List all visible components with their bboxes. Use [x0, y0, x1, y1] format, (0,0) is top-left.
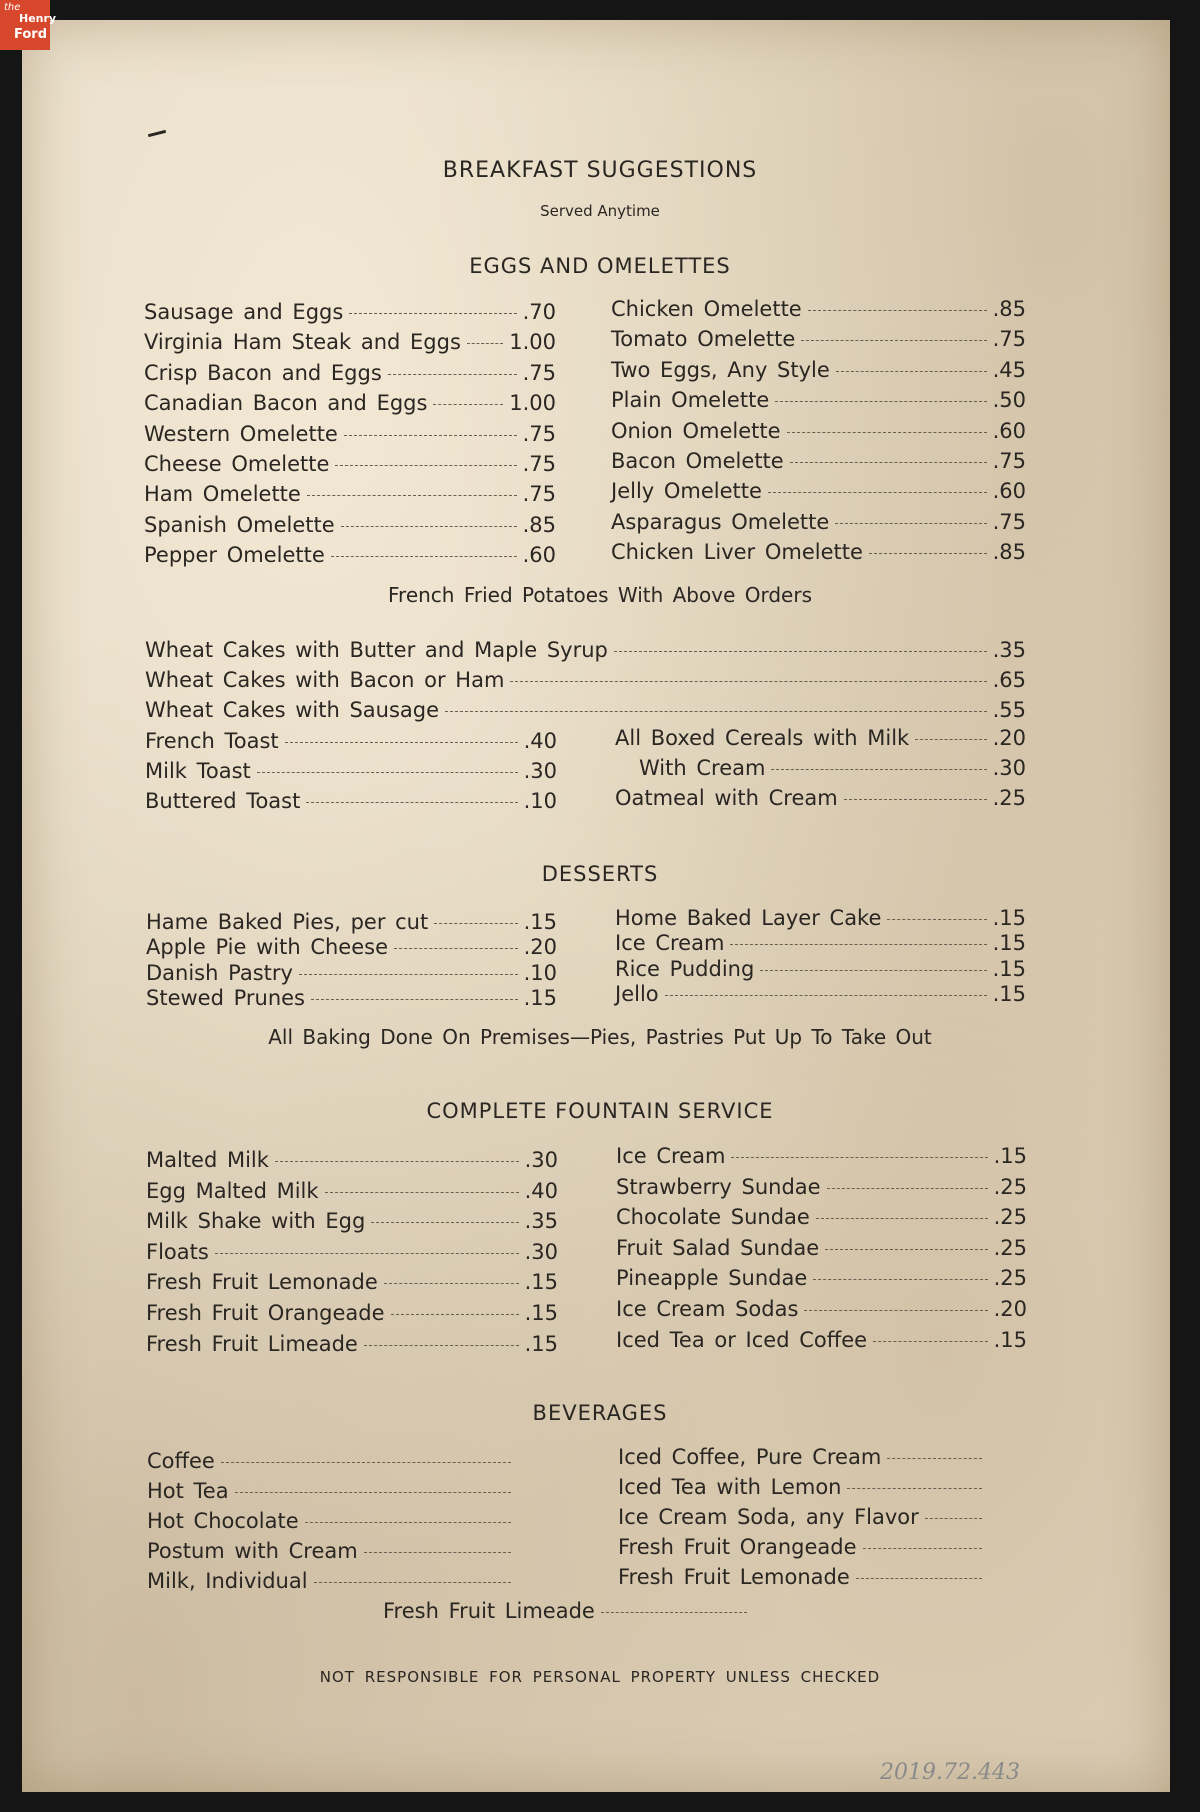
menu-item-name: Spanish Omelette: [144, 512, 335, 537]
dot-leader: [364, 1552, 511, 1553]
menu-item-price: .15: [992, 906, 1026, 930]
desserts-header: DESSERTS: [541, 862, 659, 886]
dot-leader: [434, 923, 517, 924]
menu-item-name: Sausage and Eggs: [144, 300, 344, 324]
dot-leader: [341, 526, 517, 527]
menu-item-price: .25: [993, 1266, 1027, 1291]
menu-item: [146, 1240, 558, 1266]
menu-item-price: .75: [522, 452, 556, 476]
menu-item-price: .15: [524, 1331, 558, 1356]
menu-item-name: Egg Malted Milk: [146, 1178, 319, 1203]
menu-item: [147, 1569, 517, 1595]
menu-item-name: Hot Tea: [147, 1479, 229, 1503]
menu-item-name: Fresh Fruit Limeade: [383, 1599, 595, 1623]
menu-item-name: Pepper Omelette: [144, 543, 325, 568]
dot-leader: [307, 495, 517, 496]
menu-item-name: Cheese Omelette: [144, 452, 330, 476]
dot-leader: [887, 1458, 982, 1459]
menu-item-price: .70: [522, 300, 556, 324]
menu-item-price: .60: [992, 479, 1026, 504]
menu-item-price: .60: [522, 543, 556, 568]
menu-item-price: .75: [522, 360, 556, 385]
menu-item-price: .60: [992, 418, 1026, 443]
dot-leader: [314, 1582, 511, 1583]
menu-item: [146, 1209, 558, 1235]
menu-item: [144, 543, 556, 569]
dot-leader: [887, 919, 986, 920]
logo-text-the: the: [4, 2, 21, 13]
menu-item: [145, 759, 557, 785]
menu-item-price: .45: [992, 357, 1026, 382]
menu-item: [611, 449, 1026, 475]
menu-item-price: .85: [992, 540, 1026, 565]
menu-item: [144, 422, 556, 448]
dot-leader: [257, 772, 518, 773]
menu-subtitle: Served Anytime: [540, 202, 660, 220]
dot-leader: [768, 492, 987, 493]
dot-leader: [384, 1283, 519, 1284]
menu-item-name: Canadian Bacon and Eggs: [144, 391, 428, 416]
dot-leader: [388, 374, 517, 375]
menu-item: [145, 789, 557, 815]
menu-item-price: .75: [992, 509, 1026, 534]
menu-item: [146, 961, 557, 987]
dot-leader: [344, 435, 517, 436]
menu-item-name: Jelly Omelette: [611, 479, 762, 504]
menu-item-name: Ham Omelette: [144, 482, 301, 507]
dot-leader: [331, 556, 517, 557]
menu-item-name: Chicken Liver Omelette: [611, 540, 863, 565]
dot-leader: [816, 1218, 988, 1219]
menu-item-name: French Toast: [145, 729, 279, 753]
dot-leader: [299, 974, 518, 975]
menu-item: [611, 479, 1026, 505]
menu-item-price: .55: [992, 698, 1026, 723]
menu-item: [618, 1505, 988, 1531]
menu-item-price: .30: [523, 759, 557, 783]
menu-item-price: .85: [522, 512, 556, 537]
menu-item: [616, 1144, 1027, 1170]
menu-item: [616, 1328, 1027, 1354]
menu-item-price: .15: [523, 986, 557, 1011]
dot-leader: [215, 1253, 519, 1254]
menu-item-name: Asparagus Omelette: [611, 509, 830, 534]
menu-item-price: .15: [523, 910, 557, 934]
dot-leader: [925, 1518, 982, 1519]
menu-item-price: .25: [992, 786, 1026, 810]
menu-item-name: Bacon Omelette: [611, 449, 784, 473]
dot-leader: [221, 1462, 511, 1463]
menu-item: [615, 726, 1026, 752]
menu-item: [146, 935, 557, 961]
menu-item: [144, 513, 556, 539]
menu-item-name: All Boxed Cereals with Milk: [615, 726, 910, 750]
menu-item: [147, 1539, 517, 1565]
dot-leader: [364, 1345, 519, 1346]
menu-item-price: .15: [524, 1301, 558, 1325]
menu-item: [144, 452, 556, 478]
menu-item-price: .20: [523, 935, 557, 960]
menu-item-name: Stewed Prunes: [146, 986, 305, 1011]
menu-item: [147, 1509, 517, 1535]
menu-item-price: .30: [992, 756, 1026, 780]
dot-leader: [771, 769, 986, 770]
dot-leader: [844, 799, 987, 800]
dot-leader: [869, 553, 987, 554]
dot-leader: [915, 739, 986, 740]
dot-leader: [445, 711, 987, 712]
menu-item-price: .25: [993, 1235, 1027, 1260]
menu-item: [615, 756, 1026, 782]
menu-item-price: .75: [992, 449, 1026, 473]
menu-item-price: .30: [524, 1239, 558, 1264]
menu-item-price: .20: [992, 726, 1026, 750]
dot-leader: [760, 970, 986, 971]
menu-item-name: Fresh Fruit Limeade: [146, 1331, 358, 1356]
dot-leader: [731, 1157, 987, 1158]
menu-item: [145, 638, 1026, 664]
menu-item: [146, 1179, 558, 1205]
accession-number: 2019.72.443: [880, 1760, 1020, 1785]
dot-leader: [467, 343, 503, 344]
menu-item-name: Malted Milk: [146, 1148, 269, 1172]
fountain-header: COMPLETE FOUNTAIN SERVICE: [426, 1099, 774, 1123]
menu-item-name: Iced Tea or Iced Coffee: [616, 1327, 868, 1352]
menu-item-price: .35: [992, 638, 1026, 662]
menu-item-name: Tomato Omelette: [611, 327, 796, 352]
menu-item: [145, 698, 1026, 724]
menu-item: [611, 510, 1026, 536]
dot-leader: [325, 1192, 519, 1193]
menu-item-name: Virginia Ham Steak and Eggs: [144, 330, 461, 355]
dot-leader: [391, 1314, 519, 1315]
menu-item: [615, 982, 1026, 1008]
logo-text-ford: Ford: [14, 27, 48, 42]
dot-leader: [305, 1522, 511, 1523]
menu-item-name: Danish Pastry: [146, 960, 293, 985]
dot-leader: [804, 1310, 987, 1311]
menu-item-price: .85: [992, 297, 1026, 321]
menu-item-name: Jello: [615, 982, 659, 1007]
menu-item-name: Onion Omelette: [611, 418, 781, 443]
menu-item-price: .50: [992, 388, 1026, 413]
dot-leader: [433, 404, 503, 405]
menu-item-price: .15: [524, 1270, 558, 1295]
menu-item: [146, 1148, 558, 1174]
dot-leader: [801, 340, 986, 341]
dot-leader: [394, 948, 518, 949]
menu-item: [144, 391, 556, 417]
menu-item-price: .40: [523, 729, 557, 753]
menu-item-name: Hot Chocolate: [147, 1509, 299, 1533]
menu-item-name: Strawberry Sundae: [616, 1174, 821, 1199]
dot-leader: [873, 1341, 988, 1342]
dot-leader: [808, 310, 987, 311]
menu-item: [145, 668, 1026, 694]
menu-item-price: .75: [522, 482, 556, 507]
menu-item: [383, 1599, 753, 1625]
menu-item: [144, 482, 556, 508]
menu-item-name: Chocolate Sundae: [616, 1205, 810, 1230]
menu-item-price: .15: [992, 956, 1026, 981]
menu-item: [618, 1475, 988, 1501]
menu-item-name: Hame Baked Pies, per cut: [146, 910, 429, 934]
desserts-note: All Baking Done On Premises—Pies, Pastries Put Up To Take Out: [268, 1025, 932, 1049]
menu-item: [618, 1535, 988, 1561]
dot-leader: [371, 1222, 518, 1223]
dot-leader: [835, 523, 986, 524]
menu-item: [615, 906, 1026, 932]
menu-item-name: Oatmeal with Cream: [615, 786, 838, 810]
menu-item: [147, 1449, 517, 1475]
menu-item-name: Postum with Cream: [147, 1539, 358, 1563]
menu-item-name: Rice Pudding: [615, 956, 755, 981]
eggs-header: EGGS AND OMELETTES: [469, 254, 731, 278]
menu-item: [616, 1175, 1027, 1201]
menu-item: [146, 910, 557, 936]
dot-leader: [665, 995, 987, 996]
dot-leader: [863, 1548, 982, 1549]
menu-item: [147, 1479, 517, 1505]
menu-item: [146, 1332, 558, 1358]
menu-item-name: Fruit Salad Sundae: [616, 1235, 820, 1260]
dot-leader: [601, 1612, 747, 1613]
menu-item-price: .15: [993, 1144, 1027, 1168]
logo-text-henry: Henry: [19, 12, 57, 25]
dot-leader: [775, 401, 986, 402]
menu-item: [611, 358, 1026, 384]
menu-item: [146, 1301, 558, 1327]
beverages-header: BEVERAGES: [532, 1401, 668, 1425]
menu-title: BREAKFAST SUGGESTIONS: [442, 158, 758, 183]
menu-item: [611, 540, 1026, 566]
menu-item-name: Floats: [146, 1239, 209, 1264]
menu-item-name: Pineapple Sundae: [616, 1266, 808, 1291]
dot-leader: [790, 462, 987, 463]
menu-item-name: Wheat Cakes with Sausage: [145, 698, 440, 723]
dot-leader: [335, 465, 516, 466]
menu-item: [615, 957, 1026, 983]
menu-item-name: Apple Pie with Cheese: [146, 935, 388, 960]
footer-notice: NOT RESPONSIBLE FOR PERSONAL PROPERTY UNLESS CHECKED: [319, 1668, 881, 1686]
menu-item-name: Milk Toast: [145, 759, 251, 783]
menu-item-name: Plain Omelette: [611, 388, 770, 413]
menu-item-price: .25: [993, 1205, 1027, 1230]
menu-item-name: Milk, Individual: [147, 1569, 308, 1593]
menu-item: [618, 1445, 988, 1471]
menu-item: [611, 388, 1026, 414]
menu-item: [144, 330, 556, 356]
menu-item: [615, 786, 1026, 812]
dot-leader: [235, 1492, 511, 1493]
menu-item-price: .15: [992, 982, 1026, 1007]
menu-item-price: 1.00: [509, 391, 556, 416]
dot-leader: [813, 1279, 987, 1280]
menu-item-name: Ice Cream Soda, any Flavor: [618, 1505, 919, 1529]
dot-leader: [510, 681, 986, 682]
menu-item: [611, 327, 1026, 353]
dot-leader: [311, 999, 518, 1000]
menu-item-price: .75: [992, 327, 1026, 352]
menu-item-name: Milk Shake with Egg: [146, 1209, 366, 1234]
menu-item: [146, 1270, 558, 1296]
menu-item-price: .40: [524, 1178, 558, 1203]
menu-item-name: With Cream: [639, 756, 766, 780]
menu-item: [145, 729, 557, 755]
dot-leader: [825, 1249, 987, 1250]
menu-item-name: Iced Tea with Lemon: [618, 1475, 842, 1499]
dot-leader: [827, 1188, 988, 1189]
menu-item-price: .15: [993, 1327, 1027, 1352]
menu-item-name: Fresh Fruit Orangeade: [618, 1535, 857, 1559]
menu-item-name: Iced Coffee, Pure Cream: [618, 1445, 882, 1469]
menu-item-name: Western Omelette: [144, 421, 338, 446]
menu-item-name: Crisp Bacon and Eggs: [144, 360, 382, 385]
dot-leader: [847, 1488, 982, 1489]
menu-item-price: .35: [524, 1209, 558, 1234]
museum-logo: [0, 0, 57, 50]
menu-item-price: .25: [993, 1174, 1027, 1199]
menu-item: [144, 300, 556, 326]
menu-item-name: Fresh Fruit Lemonade: [146, 1270, 378, 1295]
menu-item-price: .10: [523, 789, 557, 813]
menu-item-price: .15: [992, 931, 1026, 956]
dot-leader: [836, 371, 987, 372]
dot-leader: [787, 432, 987, 433]
dot-leader: [275, 1161, 519, 1162]
dot-leader: [349, 313, 516, 314]
menu-item-name: Wheat Cakes with Butter and Maple Syrup: [145, 638, 608, 662]
menu-item: [146, 986, 557, 1012]
menu-item-name: Coffee: [147, 1449, 215, 1473]
menu-item-name: Ice Cream: [615, 931, 725, 956]
menu-item-price: .65: [992, 668, 1026, 693]
menu-item-name: Ice Cream Sodas: [616, 1297, 799, 1321]
menu-item-name: Buttered Toast: [145, 789, 301, 813]
menu-item-price: 1.00: [509, 330, 556, 355]
menu-item-price: .75: [522, 421, 556, 446]
dot-leader: [856, 1578, 982, 1579]
menu-item-name: Home Baked Layer Cake: [615, 906, 882, 930]
menu-item: [616, 1266, 1027, 1292]
dot-leader: [614, 651, 987, 652]
menu-item: [618, 1565, 988, 1591]
menu-item: [611, 297, 1026, 323]
menu-item: [616, 1236, 1027, 1262]
menu-item: [616, 1205, 1027, 1231]
eggs-note: French Fried Potatoes With Above Orders: [387, 583, 812, 607]
menu-item: [144, 361, 556, 387]
menu-item-name: Ice Cream: [616, 1144, 726, 1168]
menu-item-price: .30: [524, 1148, 558, 1172]
menu-item-price: .20: [993, 1297, 1027, 1321]
menu-item-name: Fresh Fruit Orangeade: [146, 1301, 385, 1325]
menu-item: [615, 931, 1026, 957]
dot-leader: [730, 944, 986, 945]
menu-item-name: Two Eggs, Any Style: [611, 357, 830, 382]
menu-item: [611, 419, 1026, 445]
menu-item-price: .10: [523, 960, 557, 985]
dot-leader: [306, 802, 517, 803]
dot-leader: [285, 742, 518, 743]
menu-item-name: Fresh Fruit Lemonade: [618, 1565, 850, 1589]
menu-item-name: Chicken Omelette: [611, 297, 802, 321]
menu-item: [616, 1297, 1027, 1323]
menu-item-name: Wheat Cakes with Bacon or Ham: [145, 668, 505, 693]
